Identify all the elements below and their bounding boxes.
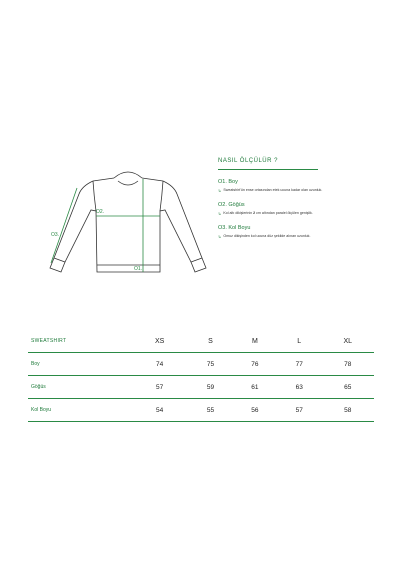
table-cell: 54	[131, 399, 188, 422]
size-header-s: S	[188, 330, 232, 353]
arrow-icon: ↳	[218, 234, 222, 239]
table-cell: 57	[277, 399, 321, 422]
left-armhole	[93, 181, 96, 211]
row-label-chest: Göğüs	[28, 376, 131, 399]
size-header-l: L	[277, 330, 321, 353]
table-cell: 76	[233, 353, 277, 376]
table-row	[28, 399, 374, 422]
table-cell: 65	[321, 376, 374, 399]
table-cell: 55	[188, 399, 232, 422]
table-row	[28, 353, 374, 376]
table-cell: 63	[277, 376, 321, 399]
table-cell: 77	[277, 353, 321, 376]
guide-section-desc-length: ↳ Sweatshirt'ün ense ortasından etek ucuna kadar olan uzunluk.	[218, 188, 323, 193]
guide-section-title-chest: O2. Göğüs	[218, 202, 245, 208]
size-header-xl: XL	[321, 330, 374, 353]
label-o2: O2.	[96, 209, 105, 215]
measurement-guide	[218, 158, 388, 239]
table-corner-label: SWEATSHIRT	[28, 330, 131, 353]
arrow-icon: ↳	[218, 211, 222, 216]
sleeve-line	[51, 188, 77, 263]
guide-section-title-sleeve: O3. Kol Boyu	[218, 225, 251, 231]
table-cell: 59	[188, 376, 232, 399]
right-armhole	[160, 181, 163, 211]
table-row	[28, 376, 374, 399]
neckline-outer	[114, 172, 142, 178]
label-o3: O3.	[51, 232, 60, 238]
guide-section-desc-sleeve: ↳ Omuz dikişinden kol ucuna düz şekilde alınan uzunluk.	[218, 234, 311, 239]
guide-section-title-length: O1. Boy	[218, 179, 238, 185]
guide-section-desc-chest: ↳ Kol altı dikişlerinin 2 cm altından paralel ölçülen genişlik.	[218, 211, 313, 216]
table-cell: 74	[131, 353, 188, 376]
table-cell: 75	[188, 353, 232, 376]
table-cell: 78	[321, 353, 374, 376]
right-cuff	[191, 258, 206, 272]
table-cell: 58	[321, 399, 374, 422]
table-cell: 56	[233, 399, 277, 422]
guide-title: NASIL ÖLÇÜLÜR ?	[218, 158, 278, 164]
row-label-sleeve: Kol Boyu	[28, 399, 131, 422]
row-label-length: Boy	[28, 353, 131, 376]
neckline-inner	[118, 181, 138, 185]
arrow-icon: ↳	[218, 188, 222, 193]
guide-divider	[218, 169, 318, 170]
table-cell: 57	[131, 376, 188, 399]
size-header-xs: XS	[131, 330, 188, 353]
size-table-header-row	[28, 330, 374, 353]
sweatshirt-outline	[50, 172, 206, 272]
body-outline	[54, 178, 202, 272]
size-table	[28, 330, 374, 422]
size-header-m: M	[233, 330, 277, 353]
label-o1: O1.	[134, 266, 143, 272]
table-cell: 61	[233, 376, 277, 399]
